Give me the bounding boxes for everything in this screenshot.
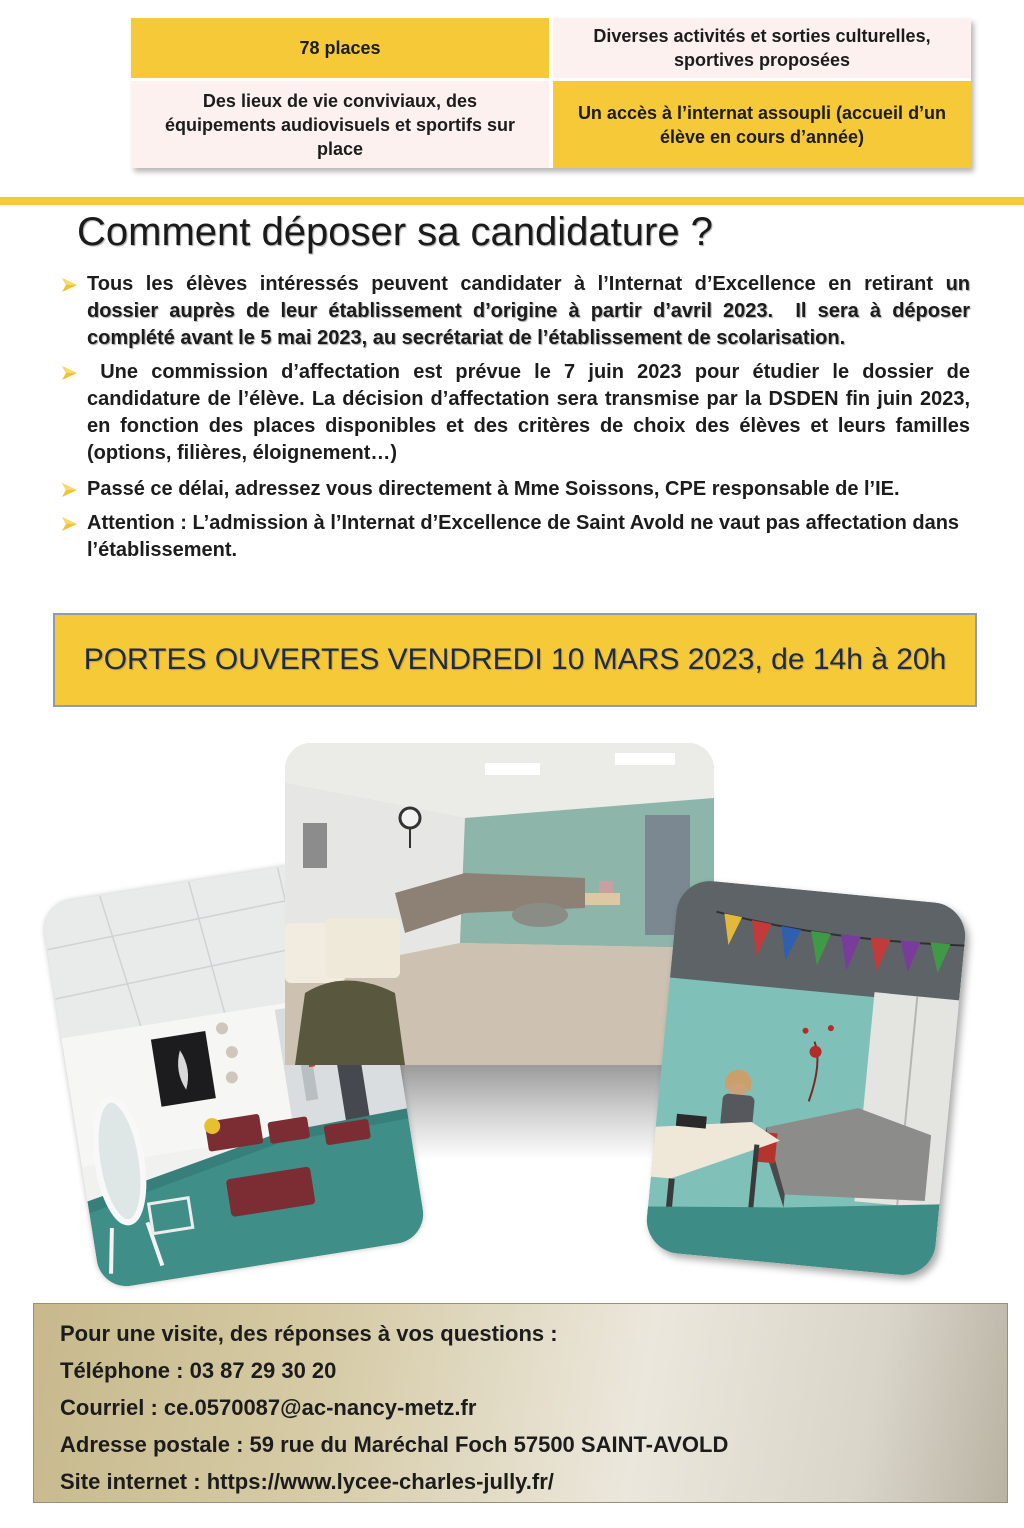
bullet-plain-text: Une commission d’affectation est prévue le 7 juin 2023 pour étudier le dossier de candidature de l’élève. La décision d’affectation sera transmise par la DSDEN fin juin 2023, en fonction des places disponibles et des critères de choix des élèves et leurs familles (options, filières, éloignement…) [87, 361, 976, 464]
features-table [131, 18, 971, 168]
feature-cell-activities [553, 18, 971, 78]
feature-text: Diverses activités et sorties culturelles, sportives proposées [593, 26, 931, 70]
bullet-text [87, 359, 976, 467]
bullet-text [87, 271, 976, 352]
section-divider [0, 197, 1024, 205]
phone-label: Téléphone : [60, 1358, 184, 1383]
list-item [62, 476, 970, 503]
website-label: Site internet : [60, 1469, 201, 1494]
bullet-text [87, 476, 970, 503]
arrow-bullet-icon [62, 366, 77, 380]
feature-text: Des lieux de vie conviviaux, des équipements audiovisuels et sportifs sur place [164, 90, 516, 159]
feature-text: Un accès à l’internat assoupli (accueil d’un élève en cours d’année) [577, 102, 947, 147]
bullet-plain-text: Passé ce délai, adressez vous directement à Mme Soissons, CPE responsable de l’IE. [87, 478, 900, 500]
arrow-bullet-icon [62, 517, 77, 531]
feature-cell-capacity [131, 18, 549, 78]
email-label: Courriel : [60, 1395, 158, 1420]
bullet-text [87, 510, 970, 564]
photo-common-room [285, 743, 714, 1065]
photo-bedroom-image [644, 878, 969, 1278]
contact-address [60, 1426, 1007, 1463]
section-title: Comment déposer sa candidature ? [77, 210, 713, 254]
arrow-bullet-icon [62, 483, 77, 497]
feature-text: 78 places [299, 38, 381, 58]
website-link[interactable]: https://www.lycee-charles-jully.fr/ [206, 1469, 554, 1494]
photo-bedroom [644, 878, 969, 1278]
contact-intro: Pour une visite, des réponses à vos questions : [60, 1321, 558, 1346]
address-value: 59 rue du Maréchal Foch 57500 SAINT-AVOLD [249, 1432, 729, 1457]
list-item [62, 510, 970, 564]
list-item [62, 271, 976, 352]
contact-website [60, 1463, 1007, 1500]
address-label: Adresse postale : [60, 1432, 244, 1457]
contact-box [33, 1303, 1008, 1503]
bullet-emphasis-text: un dossier auprès de leur établissement d’origine à partir d’avril 2023. Il sera à déposer complété avant le 5 mai 2023, au secrétariat de l’établissement de scolarisation. [87, 273, 976, 349]
bullet-plain-text: Tous les élèves intéressés peuvent candidater à l’Internat d’Excellence en retirant [87, 273, 946, 295]
email-link[interactable]: ce.0570087@ac-nancy-metz.fr [163, 1395, 477, 1420]
photo-common-room-image [285, 743, 714, 1065]
contact-email [60, 1389, 1007, 1426]
phone-number[interactable]: 03 87 29 30 20 [189, 1358, 337, 1383]
procedure-list [62, 271, 976, 564]
list-item [62, 359, 976, 467]
bullet-plain-text: Attention : L’admission à l’Internat d’Excellence de Saint Avold ne vaut pas affectation dans l’établissement. [87, 512, 965, 561]
open-house-text: PORTES OUVERTES VENDREDI 10 MARS 2023, de 14h à 20h [83, 643, 947, 676]
feature-cell-flexible-access [553, 81, 971, 168]
arrow-bullet-icon [62, 278, 77, 292]
feature-cell-facilities [131, 81, 549, 168]
contact-phone [60, 1352, 1007, 1389]
open-house-banner [53, 613, 977, 707]
